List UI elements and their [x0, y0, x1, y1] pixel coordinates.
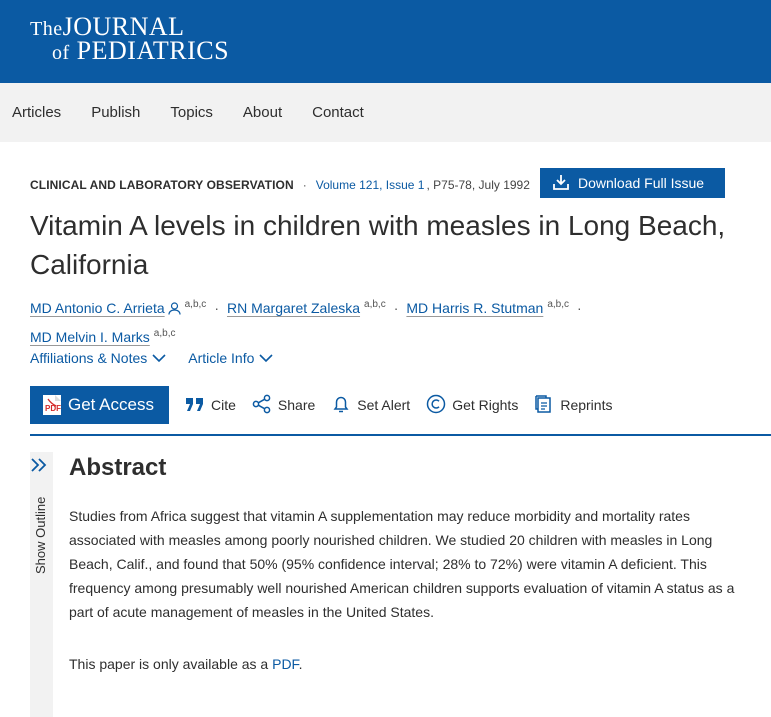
show-outline-toggle[interactable]: Show Outline — [33, 496, 48, 574]
get-access-label: Get Access — [68, 395, 154, 414]
nav-contact[interactable]: Contact — [312, 104, 364, 121]
author-separator: · — [577, 300, 582, 316]
nav-articles[interactable]: Articles — [12, 104, 62, 121]
nav-publish[interactable]: Publish — [91, 104, 141, 121]
logo-of: of — [52, 42, 70, 64]
pages-date: , P75-78, July 1992 — [426, 178, 530, 192]
article-title: Vitamin A levels in children with measles in Long Beach, California — [30, 210, 726, 280]
note-suffix: . — [298, 656, 303, 672]
nav-topics[interactable]: Topics — [170, 104, 213, 121]
set-alert-button[interactable] — [331, 386, 410, 424]
article-info-toggle[interactable] — [188, 350, 273, 366]
author-separator: · — [214, 300, 219, 316]
author-separator: · — [393, 300, 399, 316]
author-affiliation: a,b,c — [153, 328, 176, 339]
author-link[interactable]: MD Melvin I. Marks — [30, 329, 150, 345]
author-link[interactable]: MD Antonio C. Arrieta — [30, 300, 165, 316]
article-toolbar — [30, 386, 771, 436]
author-affiliation: a,b,c — [547, 299, 569, 310]
article-type: CLINICAL AND LABORATORY OBSERVATION — [30, 178, 294, 192]
nav-about[interactable]: About — [242, 104, 283, 121]
chevron-down-icon — [147, 350, 166, 366]
article-info-label: Article Info — [188, 350, 255, 366]
logo-journal: JOURNAL — [62, 12, 185, 41]
set-alert-label: Set Alert — [357, 397, 411, 413]
meta-separator: · — [302, 178, 307, 192]
download-full-issue-button[interactable] — [540, 168, 725, 198]
info-links — [30, 350, 295, 366]
copyright-icon — [426, 394, 452, 417]
get-rights-label: Get Rights — [452, 397, 519, 413]
cite-label: Cite — [211, 397, 236, 413]
chevron-down-icon — [254, 350, 273, 366]
get-rights-button[interactable] — [426, 386, 518, 424]
share-label: Share — [277, 397, 316, 413]
note-prefix: This paper is only available as a — [69, 656, 273, 672]
pdf-link[interactable]: PDF — [272, 656, 299, 672]
site-header — [0, 0, 771, 83]
reprints-button[interactable] — [534, 386, 612, 424]
abstract-text: Studies from Africa suggest that vitamin A supplementation may reduce morbidity and mortality rates associated with measles among poorly nourished children. We studied 20 children with measles in Long Beach, Calif., and found that 50% (95% confidence interval; 28% to 72%) were vitamin A deficient. This frequency among presumably well nourished American children supports evaluation of vitamin A status as a part of acute management of measles in the United States. — [69, 508, 735, 620]
download-label: Download Full Issue — [578, 175, 705, 191]
svg-text:PDF: PDF — [45, 404, 61, 413]
download-icon — [552, 173, 578, 194]
quote-icon — [185, 396, 211, 415]
get-access-button[interactable] — [30, 386, 169, 424]
reprints-label: Reprints — [560, 397, 613, 413]
share-button[interactable] — [252, 386, 315, 424]
affiliations-toggle[interactable] — [30, 350, 166, 366]
logo-pediatrics: PEDIATRICS — [76, 36, 230, 65]
affiliations-label: Affiliations & Notes — [30, 350, 148, 366]
abstract-heading: Abstract — [69, 454, 167, 481]
article-meta — [30, 178, 530, 192]
pdf-icon — [42, 394, 62, 416]
volume-issue-link[interactable]: Volume 121, Issue 1 — [315, 178, 425, 192]
bell-icon — [331, 394, 357, 417]
author-affiliation: a,b,c — [184, 299, 207, 310]
reprints-icon — [534, 394, 560, 417]
pdf-availability-note — [69, 656, 302, 672]
author-affiliation: a,b,c — [364, 299, 386, 310]
main-nav — [0, 83, 771, 142]
author-link[interactable]: MD Harris R. Stutman — [406, 300, 544, 316]
journal-logo[interactable] — [30, 14, 229, 64]
share-icon — [252, 394, 278, 417]
person-icon[interactable] — [168, 298, 181, 322]
author-link[interactable]: RN Margaret Zaleska — [226, 300, 361, 316]
author-list — [30, 293, 750, 349]
double-chevron-right-icon[interactable] — [30, 456, 48, 474]
logo-the: The — [30, 18, 63, 40]
cite-button[interactable] — [185, 386, 236, 424]
